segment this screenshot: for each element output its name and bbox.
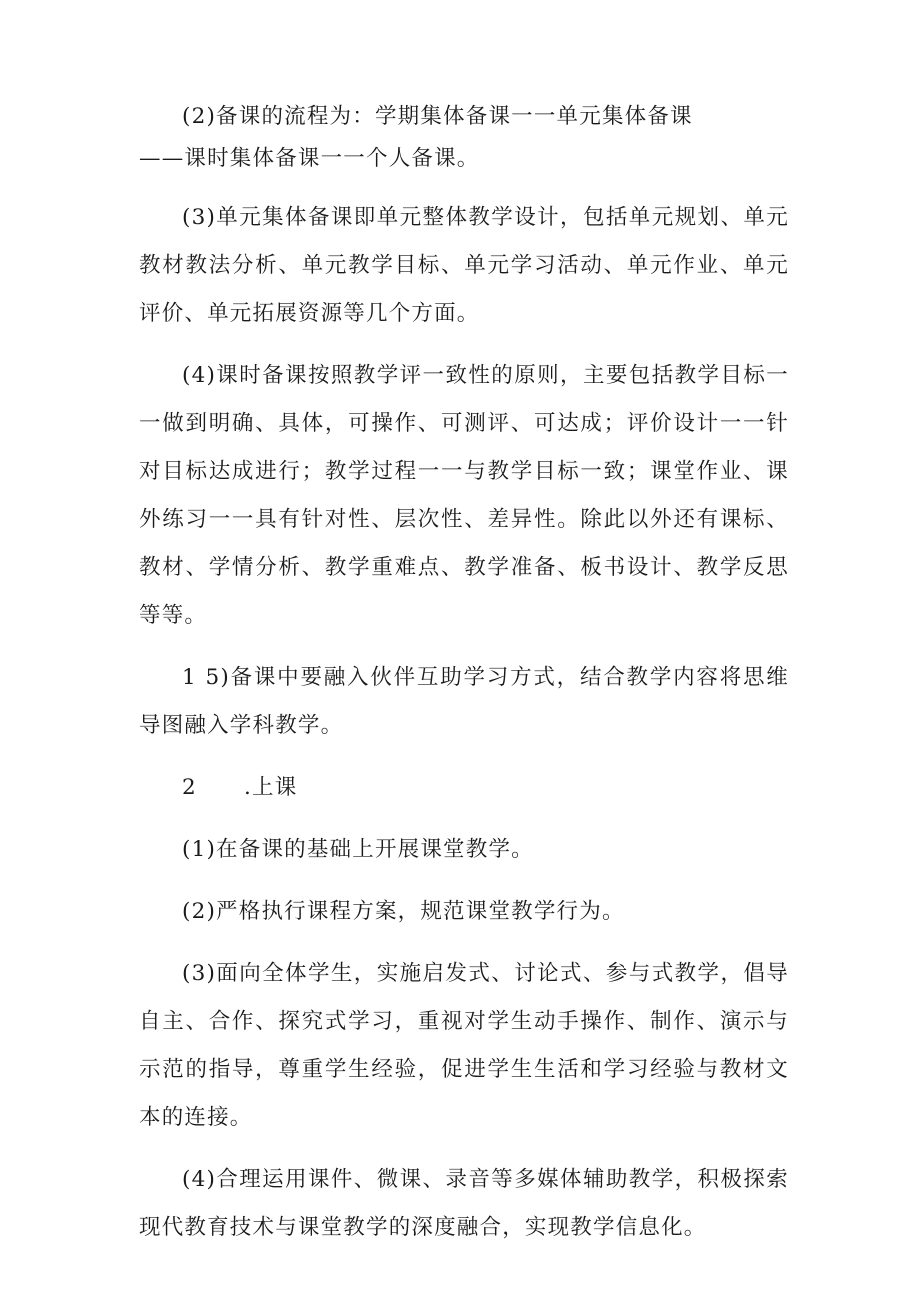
paragraph-unit-prep: (3)单元集体备课即单元整体教学设计，包括单元规划、单元教材教法分析、单元教学目标、单元学习活动、单元作业、单元评价、单元拓展资源等几个方面。 xyxy=(139,205,789,326)
paragraph-teaching-methods: (3)面向全体学生，实施启发式、讨论式、参与式教学，倡导自主、合作、探究式学习，重视对学生动手操作、制作、演示与示范的指导，尊重学生经验，促进学生生活和学习经验与教材文本的连接。 xyxy=(139,961,789,1130)
paragraph-peer-learning: 1 5)备课中要融入伙伴互助学习方式，结合教学内容将思维导图融入学科教学。 xyxy=(139,665,789,738)
paragraph-prep-process xyxy=(139,96,789,180)
paragraph-curriculum: (2)严格执行课程方案，规范课堂教学行为。 xyxy=(182,899,625,924)
paragraph-teaching-basis: (1)在备课的基础上开展课堂教学。 xyxy=(182,837,534,862)
document-page xyxy=(139,96,789,1266)
section-number: 2 xyxy=(182,775,197,800)
paragraph-line: ——课时集体备课一一个人备课。 xyxy=(139,146,480,171)
section-heading xyxy=(139,764,789,812)
paragraph-lesson-prep: (4)课时备课按照教学评一致性的原则，主要包括教学目标一一做到明确、具体，可操作、可测评、可达成；评价设计一一针对目标达成进行；教学过程一一与教学目标一致；课堂作业、课外练习一一具有针对性、层次性、差异性。除此以外还有课标、教材、学情分析、教学重难点、教学准备、板书设计、教学反思等等。 xyxy=(139,363,789,628)
paragraph-multimedia: (4)合理运用课件、微课、录音等多媒体辅助教学，积极探索现代教育技术与课堂教学的深度融合，实现教学信息化。 xyxy=(139,1167,789,1240)
section-title: .上课 xyxy=(244,775,298,800)
paragraph-line: (2)备课的流程为：学期集体备课一一单元集体备课 xyxy=(182,104,693,129)
